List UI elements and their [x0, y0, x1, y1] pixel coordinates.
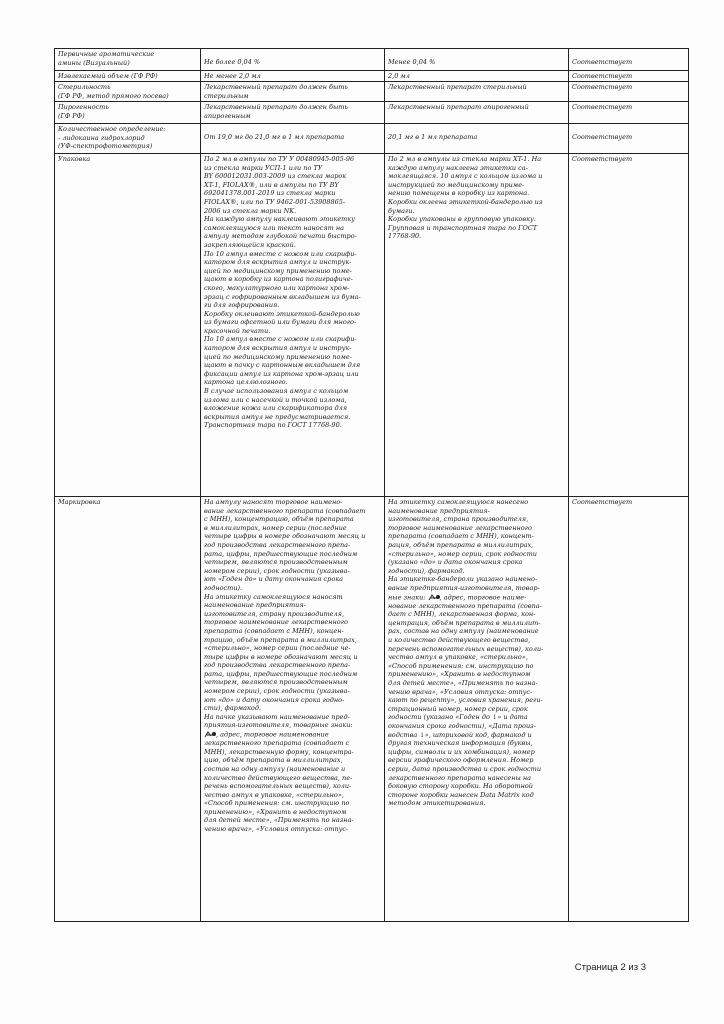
page-number: Страница 2 из 3	[574, 962, 646, 973]
table-row	[55, 497, 689, 922]
table-row	[55, 154, 689, 497]
table-row	[55, 102, 689, 124]
result-cell: 20,1 мг в 1 мл препарата	[385, 124, 569, 154]
parameter-cell: Извлекаемый объем (ГФ РФ)	[55, 71, 201, 82]
result-cell: Менее 0,04 %	[385, 49, 569, 71]
parameter-cell: Упаковка	[55, 154, 201, 497]
norm-cell: От 19,0 мг до 21,0 мг в 1 мл препарата	[201, 124, 385, 154]
result-cell: По 2 мл в ампулы из стекла марки XT-1. На каждую ампулу наклеена этикетки са- моклеящаяся. 10 ампул с кольцом излома и инструкцией по медицинскому приме- нению помещены в коробку из картона. Коробки оклеена этикеткой-бандеролью из бумаги. Коробки упакованы в групповую упаковку. Групповая и транспортная тара по ГОСТ 17768-90.	[385, 154, 569, 497]
result-cell: 2,0 мл	[385, 71, 569, 82]
conclusion-cell: Соответствует	[569, 71, 689, 82]
specification-table	[54, 48, 689, 922]
result-cell: Лекарственный препарат стерильный	[385, 82, 569, 102]
result-cell	[385, 497, 569, 922]
conclusion-cell: Соответствует	[569, 154, 689, 497]
table-row	[55, 49, 689, 71]
norm-cell: По 2 мл в ампулы по ТУ У 00480945-005-96 из стекла марки УСП-1 или по ТУ BY 600012031.003-2009 из стекла марок XT-1, FIOLAX®, или в ампулы по ТУ BY 692041378.001-2019 из стекла марки FIOLAX®, или по ТУ 9462-001-53908865- 2006 из стекла марки NK. На каждую ампулу наклеивают этикетку самоклеящуюся или текст наносят на ампулу методом глубокой печати быстро- закрепляющейся краской. По 10 ампул вместе с ножом или скарифи- катором для вскрытия ампул и инструк- цией по медицинскому применению поме- щают в коробку из картона полиграфиче- ского, макулатурного или картона хром- эрзац с гофрированным вкладышем из бума- ги для гофрирования. Коробку оклеивают этикеткой-бандеролью из бумаги офсетной или бумаги для много- красочной печати. По 10 ампул вместе с ножом или скарифи- катором для вскрытия ампул и инструк- цией по медицинскому применению поме- щают в пачку с картонным вкладышем для фиксации ампул из картона хром-эрзац или картона целлюлозного. В случае использования ампул с кольцом излома или с насечкой и точкой излома, вложение ножа или скарификатора для вскрытия ампул не предусматривается. Транспортная тара по ГОСТ 17768-90.	[201, 154, 385, 497]
trademark-logo-icon	[428, 593, 440, 602]
conclusion-cell: Соответствует	[569, 49, 689, 71]
result-text: , адрес, торговое наиме- нование лекарственного препарата (совпа- дает с МНН), лекарственная форма, кон- центрация, объём препарата в миллилит- рах, состав на одну ампулу (наименование и количество действующего вещества, перечень вспомогательных веществ), коли- чество ампул в упаковке, «стерильно», «Способ применения: см. инструкцию по применению», «Хранить в недоступном для детей месте», «Применять по назна- чению врача», «Условия отпуска: отпус- кают по рецепту», условия хранения, реги- страционный номер, номер серии, срок годности (указано «Годен до ↓» и дата окончания срока годности), «Дата произ- водства ↓», штриховой код, фармакод и другая техническая информация (буквы, цифры, символы и их комбинация), номер версии графического оформления. Номер серии, дата производства и срок годности лекарственного препарата нанесены на боковую сторону коробки. На оборотной стороне коробки нанесен Data Matrix код методом этикетирования.	[388, 593, 544, 808]
parameter-cell: Количественное определение: - лидокаина гидрохлорид (УФ-спектрофотометрия)	[55, 124, 201, 154]
norm-cell: Не менее 2,0 мл	[201, 71, 385, 82]
parameter-cell: Маркировка	[55, 497, 201, 922]
table-row	[55, 82, 689, 102]
result-cell: Лекарственный препарат апирогенный	[385, 102, 569, 124]
parameter-cell: Стерильность (ГФ РФ, метод прямого посева)	[55, 82, 201, 102]
norm-cell: Лекарственный препарат должен быть стерильным	[201, 82, 385, 102]
result-text: На этикетку самоклеящуюся нанесено наименование предприятия- изготовителя, страна производителя, торговое наименование лекарственного препарата (совпадает с МНН), концент- рация, объём препарата в миллилитрах, «стерильно», номер серии, срок годности (указано «до» и дата окончания срока годности), фармакод. На этикетке-бандероли указано наимено- вание предприятия-изготовителя, товар- ные знаки:	[388, 498, 540, 602]
trademark-logo-icon	[204, 730, 216, 739]
conclusion-cell: Соответствует	[569, 102, 689, 124]
parameter-cell: Пирогенность (ГФ РФ)	[55, 102, 201, 124]
conclusion-cell: Соответствует	[569, 82, 689, 102]
norm-text: , адрес, торговое наименование лекарственного препарата (совпадает с МНН), лекарственную форму, концентра- цию, объём препарата в миллилитрах, состав на одну ампулу (наименование и количество действующего вещества, пе- речень вспомогательных веществ), коли- чество ампул в упаковке, «стерильно», «Способ применения: см. инструкцию по применению», «Хранить в недоступном для детей месте», «Применять по назна- чению врача», «Условия отпуска: отпус-	[204, 730, 354, 834]
norm-cell	[201, 497, 385, 922]
norm-cell: Лекарственный препарат должен быть апирогенным	[201, 102, 385, 124]
table-row	[55, 71, 689, 82]
conclusion-cell: Соответствует	[569, 124, 689, 154]
parameter-cell: Первичные ароматические амины (Визуальный)	[55, 49, 201, 71]
table-row	[55, 124, 689, 154]
norm-cell: Не более 0,04 %	[201, 49, 385, 71]
conclusion-cell: Соответствует	[569, 497, 689, 922]
norm-text: На ампулу наносят торговое наимено- вание лекарственного препарата (совпадает с МНН), концентрацию, объём препарата в миллилитрах, номер серии (последние четыре цифры в номере обозначают месяц и год производства лекарственного препа- рата, цифры, предшествующие последним четырем, являются производственным номером серии), срок годности (указыва- ют «Годен до» и дату окончания срока годности). На этикетку самоклеящуюся наносят наименование предприятия- изготовителя, страну производителя, торговое наименование лекарственного препарата (совпадает с МНН), концен- трацию, объём препарата в миллилитрах, «стерильно», номер серии (последние че- тыре цифры в номере обозначают месяц и год производства лекарственного препа- рата, цифры, предшествующие последним четырем, являются производственным номером серии), срок годности (указыва- ют «до» и дату окончания срока годно- сти), фармакод. На пачке указывают наименование пред- приятия-изготовителя, товарные знаки:	[204, 498, 366, 730]
